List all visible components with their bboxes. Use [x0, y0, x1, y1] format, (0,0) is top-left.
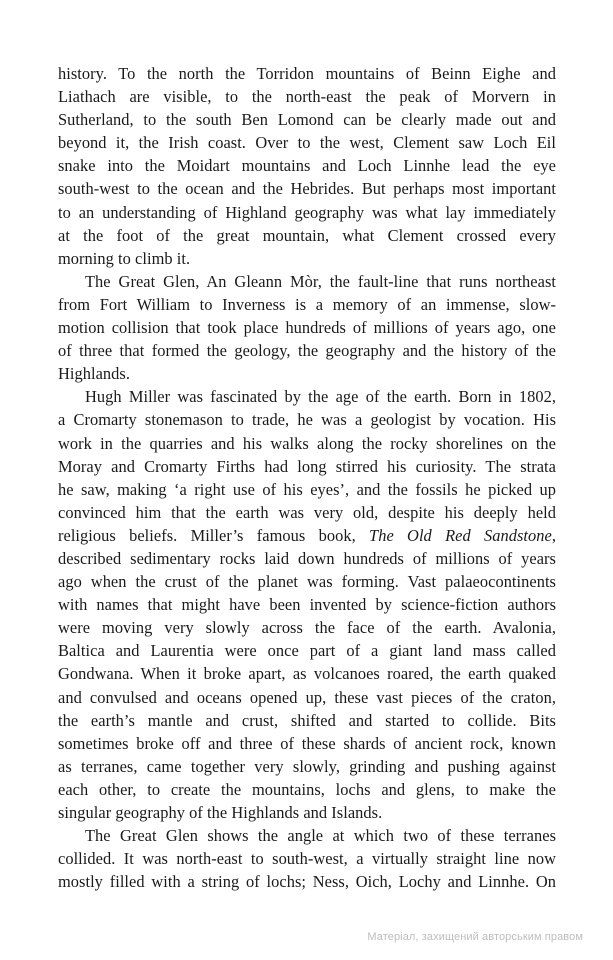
text-line: Highlands.: [58, 364, 130, 384]
text-line: Moray and Cromarty Firths had long stirred his curiosity. The strata: [58, 456, 556, 476]
text-line: convinced him that the earth was very old, despite his deeply held: [58, 502, 556, 522]
text-line: he saw, making ‘a right use of his eyes’, and the fossils he picked up: [58, 479, 556, 499]
paragraph: [58, 824, 556, 893]
text-line: ago when the crust of the planet was forming. Vast palaeocontinents: [58, 572, 556, 592]
text-line: work in the quarries and his walks along the rocky shorelines on the: [58, 433, 556, 453]
text-line: collided. It was north-east to south-west, a virtually straight line now: [58, 849, 556, 869]
text-line: The Great Glen shows the angle at which two of these terranes: [85, 826, 556, 846]
text-line: from Fort William to Inverness is a memory of an immense, slow-: [58, 294, 556, 314]
text-line: to an understanding of Highland geography was what lay immediately: [58, 202, 556, 222]
text-line: as terranes, came together very slowly, grinding and pushing against: [58, 756, 556, 776]
text-line: mostly filled with a string of lochs; Ness, Oich, Lochy and Linnhe. On: [58, 872, 556, 892]
paragraph: [58, 385, 556, 824]
book-title: The Old Red Sandstone: [369, 525, 552, 545]
text-line: morning to climb it.: [58, 248, 191, 268]
paragraph: [58, 62, 556, 270]
text-line: beyond it, the Irish coast. Over to the west, Clement saw Loch Eil: [58, 133, 556, 153]
text-line: and convulsed and oceans opened up, these vast pieces of the craton,: [58, 687, 556, 707]
text-line: with names that might have been invented by science-fiction authors: [58, 595, 556, 615]
copyright-watermark: Матеріал, захищений авторським правом: [367, 931, 583, 943]
text-line: snake into the Moidart mountains and Loch Linnhe lead the eye: [58, 156, 556, 176]
text-line: singular geography of the Highlands and Islands.: [58, 803, 383, 822]
text-line: motion collision that took place hundreds of millions of years ago, one: [58, 318, 556, 338]
text-line: the earth’s mantle and crust, shifted and started to collide. Bits: [58, 710, 556, 730]
text-line: religious beliefs. Miller’s famous book, The Old Red Sandstone,: [58, 525, 556, 545]
text-line: The Great Glen, An Gleann Mòr, the fault-line that runs northeast: [85, 271, 556, 291]
text-line: a Cromarty stonemason to trade, he was a geologist by vocation. His: [58, 410, 556, 430]
text-line: each other, to create the mountains, lochs and glens, to make the: [58, 779, 556, 799]
paragraph: [58, 270, 556, 385]
text-line: of three that formed the geology, the geography and the history of the: [58, 341, 556, 361]
text-line: south-west to the ocean and the Hebrides. But perhaps most important: [58, 179, 556, 199]
text-line: described sedimentary rocks laid down hundreds of millions of years: [58, 548, 556, 568]
text-line: Hugh Miller was fascinated by the age of the earth. Born in 1802,: [85, 387, 556, 407]
text-line: Sutherland, to the south Ben Lomond can be clearly made out and: [58, 110, 556, 130]
text-line: sometimes broke off and three of these shards of ancient rock, known: [58, 733, 556, 753]
text-line: history. To the north the Torridon mountains of Beinn Eighe and: [58, 64, 556, 83]
text-line: were moving very slowly across the face of the earth. Avalonia,: [58, 618, 556, 638]
text-line: Baltica and Laurentia were once part of a giant land mass called: [58, 641, 556, 661]
text-line: Gondwana. When it broke apart, as volcanoes roared, the earth quaked: [58, 664, 556, 684]
text-line: Liathach are visible, to the north-east the peak of Morvern in: [58, 87, 556, 107]
text-line: at the foot of the great mountain, what Clement crossed every: [58, 225, 556, 245]
book-page-text: [58, 62, 556, 893]
